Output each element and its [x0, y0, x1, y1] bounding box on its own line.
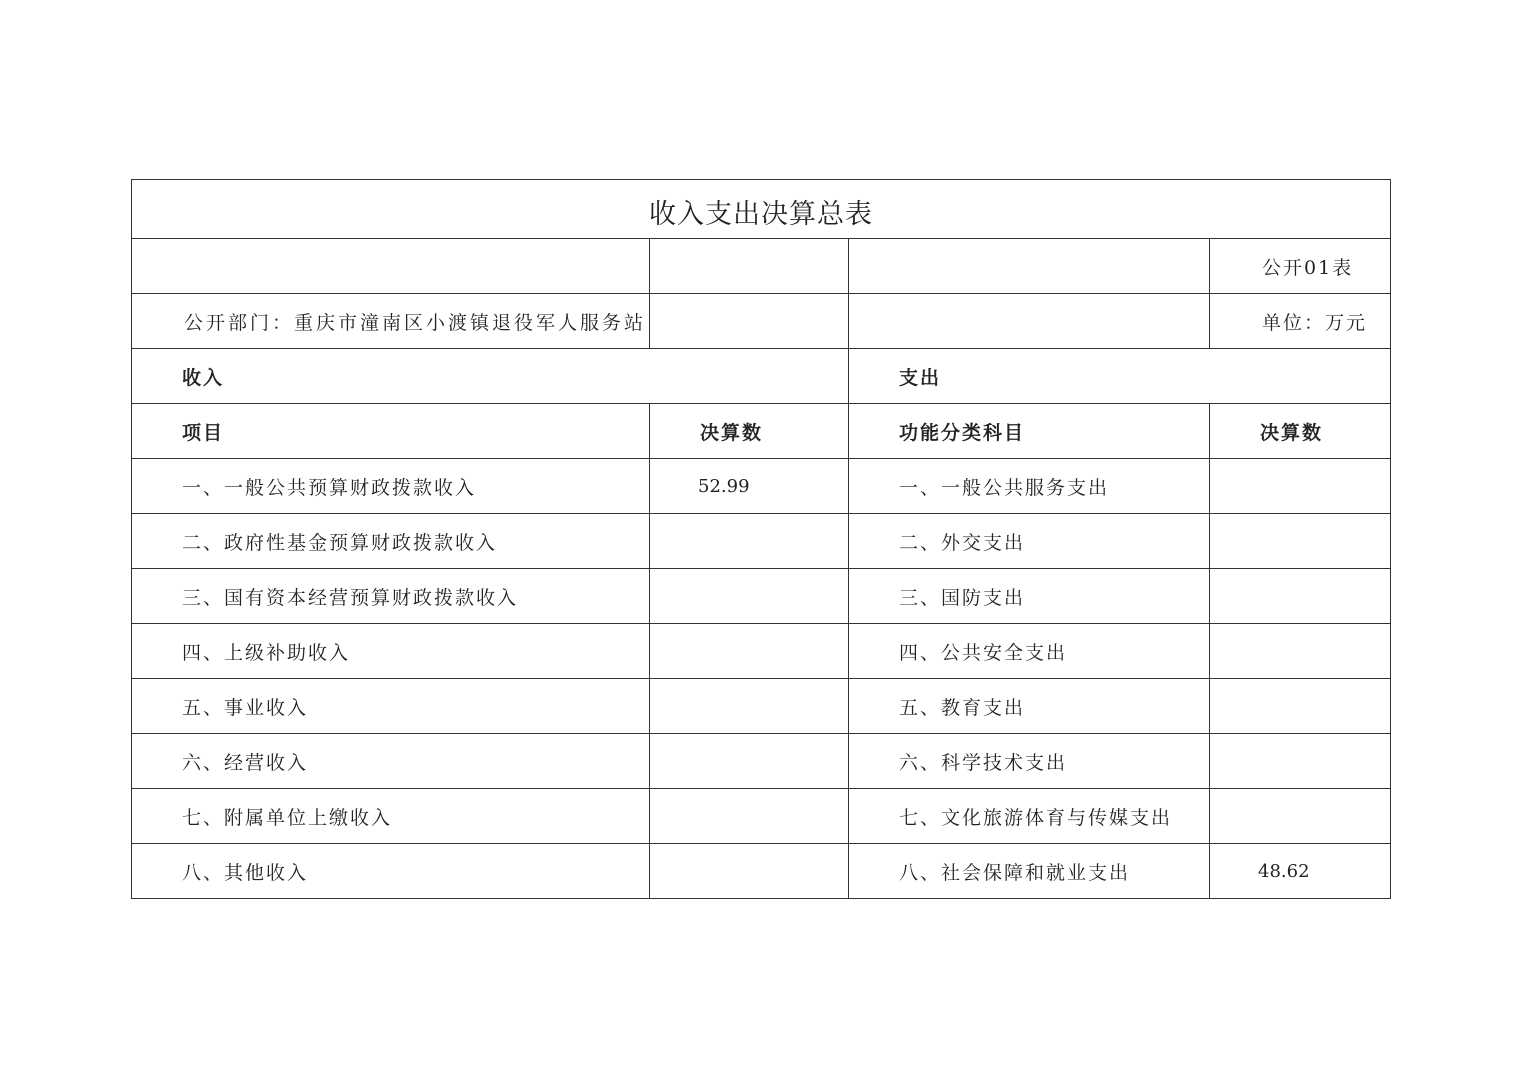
expense-amount — [1210, 679, 1391, 734]
table-row — [132, 844, 1391, 899]
table-number-row — [132, 239, 1391, 294]
section-header-row — [132, 349, 1391, 404]
income-amount — [650, 569, 849, 624]
income-item: 二、政府性基金预算财政拨款收入 — [132, 514, 650, 569]
expense-item: 六、科学技术支出 — [849, 734, 1210, 789]
expense-amount — [1210, 569, 1391, 624]
column-header-function-category: 功能分类科目 — [849, 404, 1210, 459]
income-amount — [650, 624, 849, 679]
income-item: 六、经营收入 — [132, 734, 650, 789]
expense-amount — [1210, 514, 1391, 569]
income-amount — [650, 789, 849, 844]
expense-item: 三、国防支出 — [849, 569, 1210, 624]
income-item: 五、事业收入 — [132, 679, 650, 734]
income-item: 一、一般公共预算财政拨款收入 — [132, 459, 650, 514]
table-row — [132, 789, 1391, 844]
table-row — [132, 734, 1391, 789]
column-header-income-amount: 决算数 — [650, 404, 849, 459]
expense-amount: 48.62 — [1210, 844, 1391, 899]
table-row — [132, 569, 1391, 624]
table-number: 公开01表 — [1210, 239, 1391, 294]
income-amount: 52.99 — [650, 459, 849, 514]
department-row — [132, 294, 1391, 349]
income-header: 收入 — [132, 349, 849, 404]
expense-amount — [1210, 459, 1391, 514]
income-item: 八、其他收入 — [132, 844, 650, 899]
expense-item: 八、社会保障和就业支出 — [849, 844, 1210, 899]
unit-label: 单位：万元 — [1210, 294, 1391, 349]
expense-item: 四、公共安全支出 — [849, 624, 1210, 679]
income-amount — [650, 679, 849, 734]
table-row — [132, 459, 1391, 514]
column-header-expense-amount: 决算数 — [1210, 404, 1391, 459]
expense-item: 二、外交支出 — [849, 514, 1210, 569]
column-header-item: 项目 — [132, 404, 650, 459]
column-header-row — [132, 404, 1391, 459]
title-row — [132, 180, 1391, 239]
budget-summary-table — [131, 179, 1391, 899]
income-amount — [650, 514, 849, 569]
income-item: 四、上级补助收入 — [132, 624, 650, 679]
income-item: 三、国有资本经营预算财政拨款收入 — [132, 569, 650, 624]
expense-item: 五、教育支出 — [849, 679, 1210, 734]
income-item: 七、附属单位上缴收入 — [132, 789, 650, 844]
expense-header: 支出 — [849, 349, 1391, 404]
expense-item: 一、一般公共服务支出 — [849, 459, 1210, 514]
income-amount — [650, 844, 849, 899]
expense-item: 七、文化旅游体育与传媒支出 — [849, 789, 1210, 844]
department-name: 公开部门：重庆市潼南区小渡镇退役军人服务站 — [132, 294, 650, 349]
income-amount — [650, 734, 849, 789]
expense-amount — [1210, 624, 1391, 679]
table-row — [132, 679, 1391, 734]
table-row — [132, 514, 1391, 569]
table-title: 收入支出决算总表 — [132, 180, 1391, 239]
table-row — [132, 624, 1391, 679]
expense-amount — [1210, 734, 1391, 789]
expense-amount — [1210, 789, 1391, 844]
